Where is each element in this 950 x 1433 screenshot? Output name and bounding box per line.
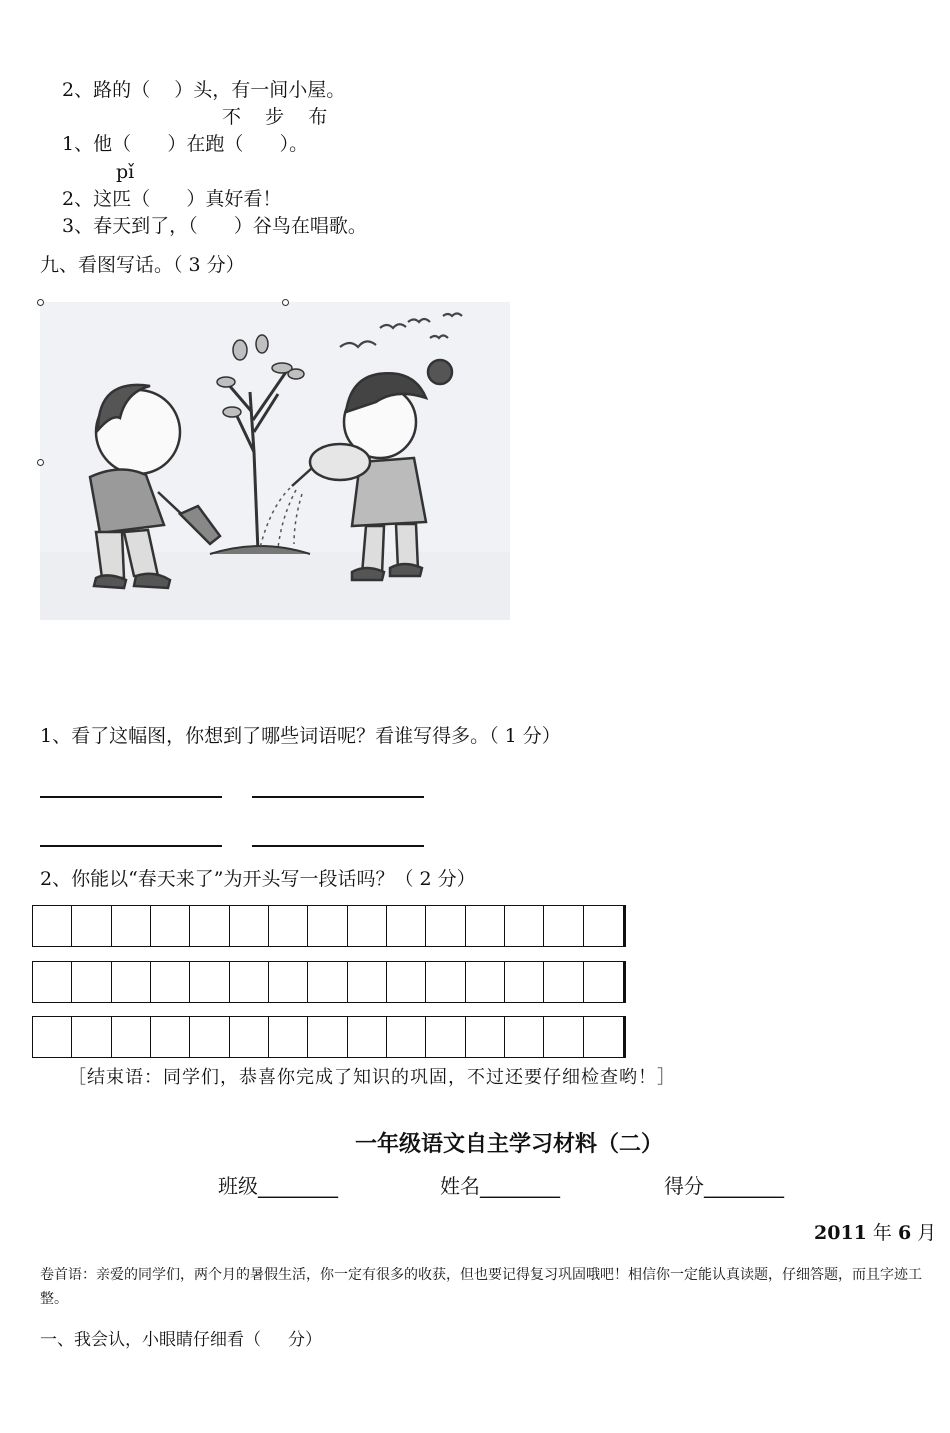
- writing-grid-cell[interactable]: [230, 1017, 269, 1057]
- name-field: 姓名________: [440, 1174, 560, 1198]
- writing-grid-cell[interactable]: [72, 1017, 111, 1057]
- picture-resize-handle: [37, 299, 44, 306]
- writing-grid-cell[interactable]: [584, 906, 623, 946]
- date-year: 2011: [814, 1222, 867, 1244]
- date-month-unit: 月: [911, 1222, 937, 1244]
- writing-grid-cell[interactable]: [348, 1017, 387, 1057]
- writing-grid-cell[interactable]: [112, 1017, 151, 1057]
- section-1-heading: 一、我会认，小眼睛仔细看（ 分）: [40, 1330, 323, 1350]
- score-field: 得分________: [664, 1174, 784, 1198]
- writing-grid-cell[interactable]: [466, 906, 505, 946]
- writing-grid-cell[interactable]: [230, 906, 269, 946]
- writing-grid-cell[interactable]: [387, 906, 426, 946]
- fill-line-c: 2、这匹（ ）真好看！: [62, 188, 282, 210]
- writing-grid-cell[interactable]: [387, 962, 426, 1002]
- closing-remark: ［结束语：同学们，恭喜你完成了知识的巩固，不过还要仔细检查哟！］: [68, 1067, 676, 1088]
- writing-grid-cell[interactable]: [33, 962, 72, 1002]
- writing-grid-cell[interactable]: [544, 906, 583, 946]
- writing-grid-cell[interactable]: [190, 962, 229, 1002]
- answer-line: [252, 845, 424, 847]
- writing-grid-cell[interactable]: [426, 906, 465, 946]
- writing-grid-cell[interactable]: [151, 1017, 190, 1057]
- writing-grid-cell[interactable]: [230, 962, 269, 1002]
- writing-grid-cell[interactable]: [308, 1017, 347, 1057]
- writing-grid-cell[interactable]: [584, 1017, 623, 1057]
- date-month: 6: [897, 1222, 912, 1244]
- answer-line: [40, 845, 222, 847]
- writing-grid-cell[interactable]: [348, 906, 387, 946]
- writing-grid-cell[interactable]: [544, 962, 583, 1002]
- writing-grid-cell[interactable]: [72, 906, 111, 946]
- sheet-title: 一年级语文自主学习材料（二）: [355, 1132, 664, 1157]
- date-line: [814, 1221, 936, 1245]
- writing-grid-cell[interactable]: [584, 962, 623, 1002]
- writing-grid-cell[interactable]: [112, 906, 151, 946]
- writing-grid-cell[interactable]: [151, 962, 190, 1002]
- writing-grid-cell[interactable]: [269, 906, 308, 946]
- writing-grid-cell[interactable]: [33, 906, 72, 946]
- writing-grid-cell[interactable]: [308, 906, 347, 946]
- writing-grid-cell[interactable]: [544, 1017, 583, 1057]
- writing-grid-cell[interactable]: [387, 1017, 426, 1057]
- pinyin-hint: pǐ: [116, 161, 135, 183]
- picture-resize-handle: [282, 299, 289, 306]
- preface-text: 卷首语：亲爱的同学们，两个月的暑假生活，你一定有很多的收获，但也要记得复习巩固哦吧！相信你一定能认真读题，仔细答题，而且字迹工整。: [40, 1267, 922, 1307]
- writing-grid-row: [32, 961, 626, 1003]
- writing-grid-cell[interactable]: [426, 1017, 465, 1057]
- writing-grid-cell[interactable]: [505, 906, 544, 946]
- answer-line: [252, 796, 424, 798]
- question-1: 1、看了这幅图，你想到了哪些词语呢？看谁写得多。（ 1 分）: [40, 725, 561, 747]
- fill-line-a: 2、路的（ ）头，有一间小屋。: [62, 79, 346, 101]
- question-2: 2、你能以“春天来了”为开头写一段话吗？（ 2 分）: [40, 868, 476, 890]
- writing-grid-cell[interactable]: [426, 962, 465, 1002]
- fill-line-b: 1、他（ ）在跑（ ）。: [62, 133, 309, 155]
- date-year-unit: 年: [866, 1222, 898, 1244]
- answer-line: [40, 796, 222, 798]
- fill-line-d: 3、春天到了，（ ）谷鸟在唱歌。: [62, 215, 367, 237]
- writing-grid-cell[interactable]: [466, 1017, 505, 1057]
- picture-resize-handle: [37, 459, 44, 466]
- writing-grid-row: [32, 1016, 626, 1058]
- children-planting-tree-illustration: [40, 302, 510, 620]
- writing-grid-cell[interactable]: [505, 1017, 544, 1057]
- writing-grid-cell[interactable]: [151, 906, 190, 946]
- writing-grid-cell[interactable]: [33, 1017, 72, 1057]
- class-field: 班级________: [218, 1174, 338, 1198]
- writing-grid-cell[interactable]: [190, 906, 229, 946]
- writing-grid-cell[interactable]: [112, 962, 151, 1002]
- word-choices: 不 步 布: [222, 106, 328, 128]
- writing-grid-cell[interactable]: [466, 962, 505, 1002]
- writing-grid-cell[interactable]: [505, 962, 544, 1002]
- writing-grid-cell[interactable]: [308, 962, 347, 1002]
- writing-grid-cell[interactable]: [269, 962, 308, 1002]
- writing-grid-row: [32, 905, 626, 947]
- writing-grid-cell[interactable]: [348, 962, 387, 1002]
- writing-grid-cell[interactable]: [269, 1017, 308, 1057]
- writing-grid-cell[interactable]: [72, 962, 111, 1002]
- illustration-svg: [40, 302, 510, 620]
- writing-grid-cell[interactable]: [190, 1017, 229, 1057]
- section-9-heading: 九、看图写话。（ 3 分）: [40, 254, 245, 276]
